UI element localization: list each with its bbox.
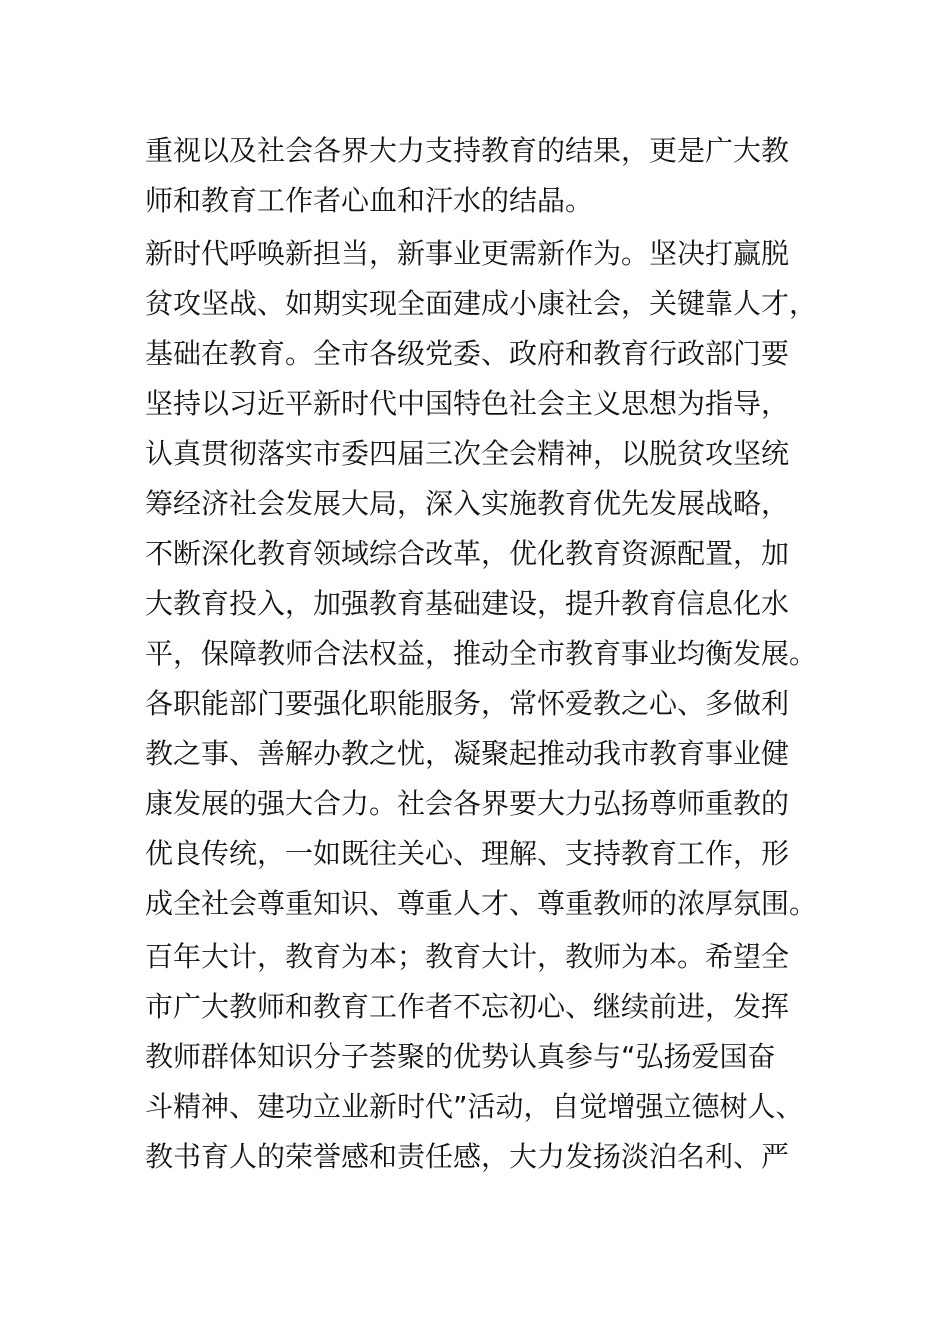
text-line: 优良传统，一如既往关心、理解、支持教育工作，形: [145, 837, 790, 870]
body-text: [145, 126, 845, 1182]
text-line: 成全社会尊重知识、尊重人才、尊重教师的浓厚氛围。: [145, 887, 818, 920]
paragraph-3: [145, 932, 845, 1182]
text-line: 教之事、善解办教之忧，凝聚起推动我市教育事业健: [145, 737, 790, 770]
text-line: 不断深化教育领域综合改革，优化教育资源配置，加: [145, 537, 790, 570]
text-line: 斗精神、建功立业新时代”活动，自觉增强立德树人、: [145, 1090, 804, 1123]
text-line: 认真贯彻落实市委四届三次全会精神，以脱贫攻坚统: [145, 437, 790, 470]
text-line: 市广大教师和教育工作者不忘初心、继续前进，发挥: [145, 990, 790, 1023]
text-line: 大教育投入，加强教育基础建设，提升教育信息化水: [145, 587, 790, 620]
text-line: 教师群体知识分子荟聚的优势认真参与“弘扬爱国奋: [145, 1040, 776, 1073]
text-line: 平，保障教师合法权益，推动全市教育事业均衡发展。: [145, 637, 818, 670]
paragraph-2: [145, 229, 845, 929]
paragraph-1: [145, 126, 845, 226]
text-line: 新时代呼唤新担当，新事业更需新作为。坚决打赢脱: [145, 237, 790, 270]
text-line: 坚持以习近平新时代中国特色社会主义思想为指导，: [145, 387, 790, 420]
text-line: 百年大计，教育为本；教育大计，教师为本。希望全: [145, 940, 790, 973]
text-line: 师和教育工作者心血和汗水的结晶。: [145, 184, 594, 217]
text-line: 康发展的强大合力。社会各界要大力弘扬尊师重教的: [145, 787, 790, 820]
text-line: 教书育人的荣誉感和责任感，大力发扬淡泊名利、严: [145, 1140, 790, 1173]
text-line: 基础在教育。全市各级党委、政府和教育行政部门要: [145, 337, 790, 370]
text-line: 重视以及社会各界大力支持教育的结果，更是广大教: [145, 134, 790, 167]
text-line: 筹经济社会发展大局，深入实施教育优先发展战略，: [145, 487, 790, 520]
text-line: 贫攻坚战、如期实现全面建成小康社会，关键靠人才，: [145, 287, 818, 320]
text-line: 各职能部门要强化职能服务，常怀爱教之心、多做利: [145, 687, 790, 720]
